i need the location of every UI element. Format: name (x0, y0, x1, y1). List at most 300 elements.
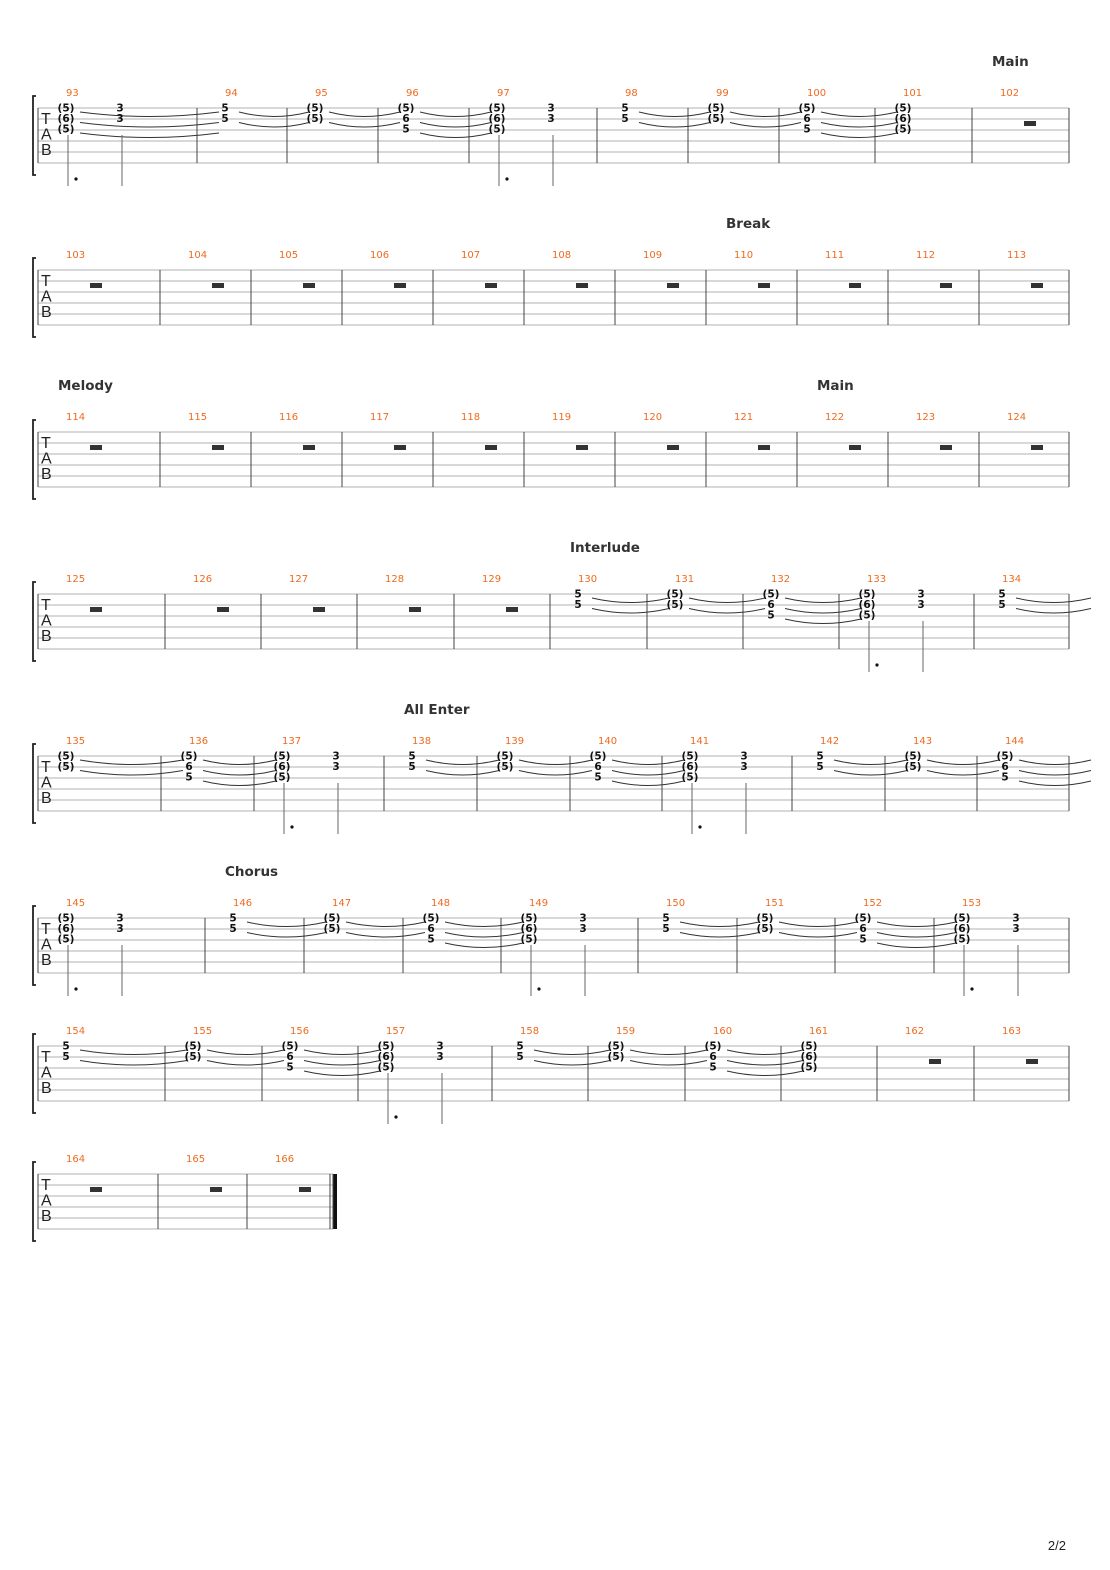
fret-number: (5) (488, 102, 506, 115)
fret-number: 5 (1001, 771, 1009, 784)
fret-number: (5) (953, 933, 971, 946)
tie-arc (80, 133, 219, 138)
augmentation-dot (698, 825, 701, 828)
tie-arc (304, 1071, 380, 1076)
fret-number: (5) (854, 912, 872, 925)
tie-arc (821, 133, 897, 138)
fret-number: 5 (859, 933, 867, 946)
fret-number: 3 (436, 1040, 444, 1053)
system-bracket (33, 420, 36, 499)
system-bracket (33, 744, 36, 823)
measure-number: 133 (867, 574, 887, 585)
tie-arc (426, 760, 499, 765)
section-label: Main (817, 378, 854, 394)
measure-number: 161 (809, 1026, 829, 1037)
section-label: Interlude (570, 540, 640, 556)
measure-number: 149 (529, 898, 549, 909)
fret-number: (5) (520, 912, 538, 925)
augmentation-dot (74, 177, 77, 180)
measure-number: 119 (552, 412, 572, 423)
fret-number: (5) (57, 123, 75, 136)
fret-number: (6) (858, 599, 876, 611)
fret-number: 6 (185, 761, 193, 773)
tie-arc (630, 1061, 707, 1066)
measure-number: 104 (188, 250, 208, 261)
whole-rest (1031, 283, 1043, 288)
fret-number: 5 (402, 123, 410, 136)
whole-rest (485, 445, 497, 450)
fret-number: 6 (286, 1051, 294, 1063)
fret-number: (5) (607, 1040, 625, 1053)
fret-number: 6 (594, 761, 602, 773)
fret-number: (5) (273, 750, 291, 763)
fret-number: 3 (547, 102, 555, 115)
augmentation-dot (505, 177, 508, 180)
tab-clef-letter: T (41, 759, 51, 776)
fret-number: (5) (681, 750, 699, 763)
tie-arc (612, 760, 684, 765)
fret-number: (6) (273, 761, 291, 773)
system-bracket (33, 582, 36, 661)
whole-rest (1024, 121, 1036, 126)
fret-number: (5) (666, 599, 684, 611)
fret-number: 5 (516, 1051, 524, 1063)
fret-number: (5) (496, 750, 514, 763)
tie-arc (346, 933, 425, 938)
tie-arc (80, 771, 183, 776)
measure-number: 156 (290, 1026, 310, 1037)
final-barline-thick (334, 1174, 338, 1229)
system-bracket (33, 96, 36, 175)
tab-clef-letter: B (41, 1208, 52, 1225)
measure-number: 159 (616, 1026, 636, 1037)
tie-arc (1019, 760, 1091, 765)
fret-number: (5) (57, 761, 75, 773)
system-bracket (33, 1034, 36, 1113)
measure-number: 109 (643, 250, 663, 261)
fret-number: 6 (1001, 761, 1009, 773)
tie-arc (785, 609, 861, 614)
whole-rest (313, 607, 325, 612)
augmentation-dot (537, 987, 540, 990)
whole-rest (90, 607, 102, 612)
fret-number: (5) (756, 912, 774, 925)
fret-number: (5) (589, 750, 607, 763)
whole-rest (940, 445, 952, 450)
fret-number: (5) (184, 1051, 202, 1063)
whole-rest (758, 445, 770, 450)
fret-number: (6) (894, 113, 912, 125)
tie-arc (445, 943, 523, 948)
tie-arc (329, 123, 400, 128)
whole-rest (667, 283, 679, 288)
measure-number: 105 (279, 250, 299, 261)
fret-number: 3 (547, 113, 555, 125)
fret-number: 5 (998, 599, 1006, 611)
fret-number: 3 (579, 923, 587, 935)
system-bracket (33, 1162, 36, 1241)
fret-number: 3 (740, 750, 748, 763)
measure-number: 132 (771, 574, 791, 585)
section-label: Main (992, 54, 1029, 70)
fret-number: 6 (803, 113, 811, 125)
whole-rest (1026, 1059, 1038, 1064)
whole-rest (303, 445, 315, 450)
tie-arc (203, 760, 276, 765)
measure-number: 144 (1005, 736, 1025, 747)
tab-clef-letter: T (41, 921, 51, 938)
measure-number: 103 (66, 250, 86, 261)
tie-arc (519, 771, 592, 776)
measure-number: 106 (370, 250, 390, 261)
fret-number: 5 (662, 923, 670, 935)
fret-number: (5) (397, 102, 415, 115)
measure-number: 164 (66, 1154, 86, 1165)
tie-arc (420, 123, 491, 128)
tab-clef-letter: B (41, 304, 52, 321)
fret-number: 5 (229, 923, 237, 935)
fret-number: (5) (894, 102, 912, 115)
measure-number: 124 (1007, 412, 1027, 423)
measure-number: 142 (820, 736, 840, 747)
measure-number: 96 (406, 88, 419, 99)
tab-clef-letter: A (41, 1192, 52, 1210)
measure-number: 122 (825, 412, 845, 423)
whole-rest (90, 283, 102, 288)
tie-arc (239, 123, 309, 128)
fret-number: 3 (116, 912, 124, 925)
tab-clef-letter: B (41, 1080, 52, 1097)
fret-number: (5) (323, 912, 341, 925)
measure-number: 135 (66, 736, 86, 747)
fret-number: 5 (221, 102, 229, 115)
measure-number: 152 (863, 898, 883, 909)
measure-number: 134 (1002, 574, 1022, 585)
fret-number: 5 (621, 113, 629, 125)
fret-number: 5 (621, 102, 629, 115)
measure-number: 101 (903, 88, 923, 99)
measure-number: 140 (598, 736, 618, 747)
fret-number: 6 (402, 113, 410, 125)
tie-arc (630, 1050, 707, 1055)
measure-number: 131 (675, 574, 695, 585)
fret-number: (5) (273, 771, 291, 784)
fret-number: 5 (816, 750, 824, 763)
tab-clef-letter: A (41, 936, 52, 954)
whole-rest (1031, 445, 1043, 450)
tie-arc (877, 933, 956, 938)
whole-rest (929, 1059, 941, 1064)
whole-rest (940, 283, 952, 288)
fret-number: 5 (221, 113, 229, 125)
fret-number: 5 (662, 912, 670, 925)
tie-arc (1016, 609, 1091, 614)
measure-number: 121 (734, 412, 754, 423)
measure-number: 162 (905, 1026, 925, 1037)
fret-number: (5) (707, 102, 725, 115)
tie-arc (639, 123, 710, 128)
measure-number: 100 (807, 88, 827, 99)
tie-arc (612, 771, 684, 776)
fret-number: 5 (803, 123, 811, 136)
whole-rest (90, 445, 102, 450)
augmentation-dot (970, 987, 973, 990)
tie-arc (420, 133, 491, 138)
tie-arc (680, 922, 759, 927)
tab-clef-letter: A (41, 288, 52, 306)
whole-rest (394, 283, 406, 288)
whole-rest (299, 1187, 311, 1192)
measure-number: 160 (713, 1026, 733, 1037)
fret-number: 6 (767, 599, 775, 611)
tie-arc (519, 760, 592, 765)
tie-arc (927, 760, 999, 765)
augmentation-dot (290, 825, 293, 828)
fret-number: (6) (800, 1051, 818, 1063)
whole-rest (485, 283, 497, 288)
tab-clef-letter: A (41, 126, 52, 144)
system-bracket (33, 906, 36, 985)
tie-arc (203, 781, 276, 786)
tie-arc (1019, 771, 1091, 776)
tie-arc (612, 781, 684, 786)
augmentation-dot (394, 1115, 397, 1118)
whole-rest (212, 283, 224, 288)
fret-number: 5 (62, 1051, 70, 1063)
tab-clef-letter: T (41, 597, 51, 614)
measure-number: 98 (625, 88, 638, 99)
measure-number: 126 (193, 574, 213, 585)
whole-rest (212, 445, 224, 450)
measure-number: 99 (716, 88, 729, 99)
measure-number: 115 (188, 412, 208, 423)
tie-arc (420, 112, 491, 117)
whole-rest (217, 607, 229, 612)
fret-number: (5) (377, 1061, 395, 1074)
fret-number: 3 (116, 923, 124, 935)
tie-arc (247, 933, 326, 938)
tie-arc (639, 112, 710, 117)
tie-arc (779, 933, 857, 938)
whole-rest (394, 445, 406, 450)
fret-number: (6) (377, 1051, 395, 1063)
tie-arc (785, 619, 861, 624)
fret-number: (5) (496, 761, 514, 773)
measure-number: 127 (289, 574, 309, 585)
tie-arc (534, 1061, 610, 1066)
fret-number: (5) (800, 1040, 818, 1053)
fret-number: (5) (57, 933, 75, 946)
section-label: Melody (58, 378, 113, 394)
measure-number: 114 (66, 412, 86, 423)
tab-clef-letter: A (41, 612, 52, 630)
fret-number: 3 (917, 588, 925, 601)
whole-rest (409, 607, 421, 612)
fret-number: 5 (816, 761, 824, 773)
fret-number: 5 (709, 1061, 717, 1074)
tab-clef-letter: T (41, 1049, 51, 1066)
fret-number: 3 (332, 750, 340, 763)
measure-number: 93 (66, 88, 79, 99)
fret-number: 3 (740, 761, 748, 773)
measure-number: 108 (552, 250, 572, 261)
tie-arc (80, 112, 219, 117)
measure-number: 110 (734, 250, 754, 261)
tie-arc (207, 1050, 284, 1055)
tie-arc (821, 123, 897, 128)
fret-number: 5 (516, 1040, 524, 1053)
tie-arc (80, 1050, 187, 1055)
section-label: Break (726, 216, 771, 232)
tab-clef-letter: A (41, 774, 52, 792)
fret-number: (5) (798, 102, 816, 115)
fret-number: 5 (767, 609, 775, 622)
fret-number: (5) (323, 923, 341, 935)
fret-number: (5) (681, 771, 699, 784)
measure-number: 147 (332, 898, 352, 909)
fret-number: 3 (917, 599, 925, 611)
augmentation-dot (74, 987, 77, 990)
fret-number: (5) (422, 912, 440, 925)
tie-arc (592, 598, 669, 603)
tie-arc (80, 123, 219, 128)
fret-number: (5) (57, 912, 75, 925)
tab-clef-letter: B (41, 142, 52, 159)
measure-number: 155 (193, 1026, 213, 1037)
measure-number: 113 (1007, 250, 1027, 261)
fret-number: 6 (709, 1051, 717, 1063)
fret-number: 3 (436, 1051, 444, 1063)
tab-clef-letter: T (41, 435, 51, 452)
fret-number: 3 (1012, 912, 1020, 925)
whole-rest (303, 283, 315, 288)
tie-arc (785, 598, 861, 603)
tie-arc (1019, 781, 1091, 786)
tab-clef-letter: T (41, 1177, 51, 1194)
tie-arc (80, 1061, 187, 1066)
tie-arc (239, 112, 309, 117)
fret-number: 5 (408, 761, 416, 773)
measure-number: 125 (66, 574, 86, 585)
tie-arc (203, 771, 276, 776)
section-label: All Enter (404, 702, 470, 718)
fret-number: (5) (306, 102, 324, 115)
measure-number: 138 (412, 736, 432, 747)
fret-number: (5) (953, 912, 971, 925)
augmentation-dot (875, 663, 878, 666)
measure-number: 130 (578, 574, 598, 585)
tab-clef-letter: T (41, 111, 51, 128)
fret-number: (6) (488, 113, 506, 125)
fret-number: (5) (756, 923, 774, 935)
fret-number: (5) (488, 123, 506, 136)
tie-arc (730, 112, 801, 117)
fret-number: (6) (57, 113, 75, 125)
measure-number: 166 (275, 1154, 295, 1165)
fret-number: (5) (57, 750, 75, 763)
tab-clef-letter: B (41, 628, 52, 645)
measure-number: 107 (461, 250, 481, 261)
measure-number: 118 (461, 412, 481, 423)
tie-arc (821, 112, 897, 117)
fret-number: 5 (998, 588, 1006, 601)
measure-number: 163 (1002, 1026, 1022, 1037)
fret-number: (5) (904, 761, 922, 773)
tab-clef-letter: B (41, 952, 52, 969)
measure-number: 112 (916, 250, 936, 261)
measure-number: 117 (370, 412, 390, 423)
tie-arc (727, 1071, 803, 1076)
whole-rest (210, 1187, 222, 1192)
tab-clef-letter: T (41, 273, 51, 290)
fret-number: 5 (62, 1040, 70, 1053)
tie-arc (834, 760, 907, 765)
tab-clef-letter: A (41, 450, 52, 468)
measure-number: 165 (186, 1154, 206, 1165)
tie-arc (727, 1061, 803, 1066)
whole-rest (849, 445, 861, 450)
measure-number: 139 (505, 736, 525, 747)
measure-number: 141 (690, 736, 710, 747)
measure-number: 123 (916, 412, 936, 423)
tie-arc (247, 922, 326, 927)
fret-number: 5 (286, 1061, 294, 1074)
measure-number: 143 (913, 736, 933, 747)
fret-number: (5) (904, 750, 922, 763)
fret-number: 6 (427, 923, 435, 935)
fret-number: 5 (229, 912, 237, 925)
fret-number: (6) (953, 923, 971, 935)
measure-number: 136 (189, 736, 209, 747)
whole-rest (758, 283, 770, 288)
tie-arc (80, 760, 183, 765)
fret-number: (5) (858, 609, 876, 622)
fret-number: 3 (116, 102, 124, 115)
fret-number: 5 (594, 771, 602, 784)
fret-number: 5 (574, 588, 582, 601)
tie-arc (207, 1061, 284, 1066)
tie-arc (592, 609, 669, 614)
fret-number: (6) (57, 923, 75, 935)
fret-number: 3 (1012, 923, 1020, 935)
tie-arc (445, 922, 523, 927)
fret-number: (6) (681, 761, 699, 773)
fret-number: (5) (707, 113, 725, 125)
measure-number: 137 (282, 736, 302, 747)
tab-clef-letter: B (41, 790, 52, 807)
measure-number: 150 (666, 898, 686, 909)
fret-number: (5) (180, 750, 198, 763)
measure-number: 128 (385, 574, 405, 585)
fret-number: 3 (116, 113, 124, 125)
measure-number: 151 (765, 898, 785, 909)
fret-number: 5 (574, 599, 582, 611)
tie-arc (689, 598, 765, 603)
tie-arc (927, 771, 999, 776)
fret-number: 5 (185, 771, 193, 784)
whole-rest (667, 445, 679, 450)
tie-arc (834, 771, 907, 776)
fret-number: (5) (184, 1040, 202, 1053)
tie-arc (779, 922, 857, 927)
measure-number: 153 (962, 898, 982, 909)
fret-number: (5) (858, 588, 876, 601)
tie-arc (445, 933, 523, 938)
measure-number: 120 (643, 412, 663, 423)
tie-arc (534, 1050, 610, 1055)
measure-number: 145 (66, 898, 86, 909)
fret-number: 3 (332, 761, 340, 773)
